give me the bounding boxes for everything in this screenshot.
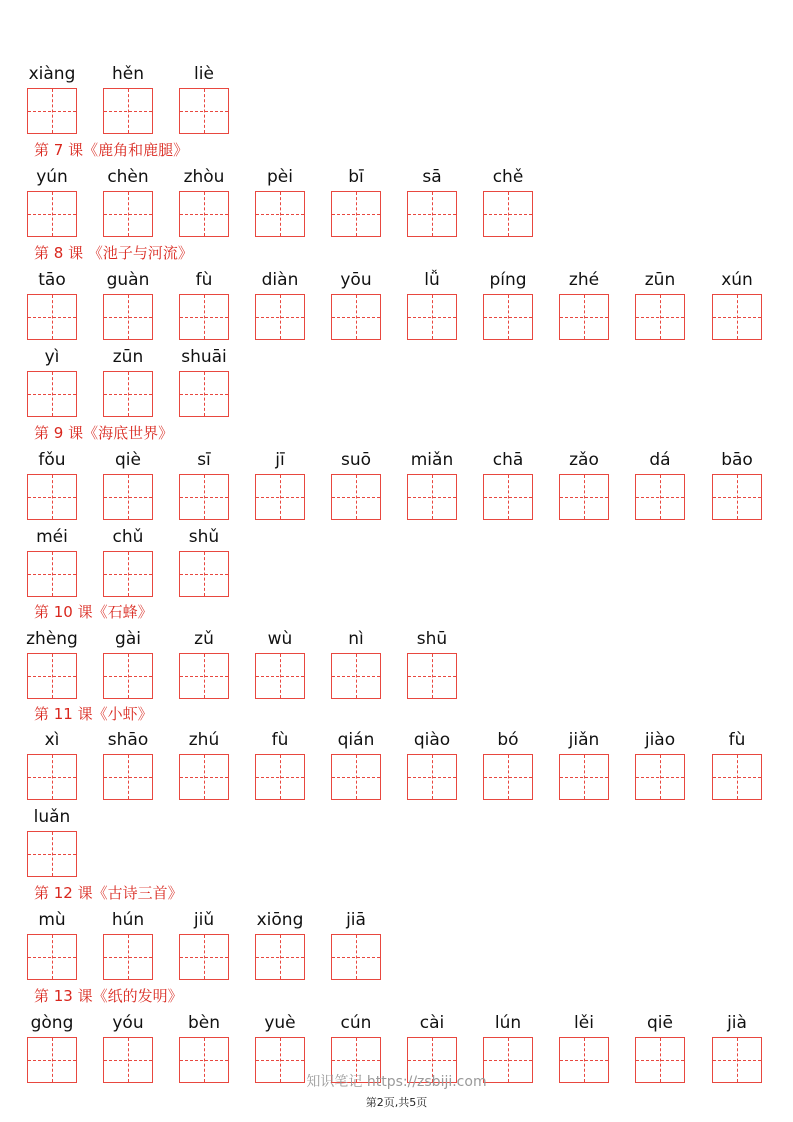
writing-grid-box[interactable] <box>179 551 229 597</box>
grid-guide-horizontal <box>28 676 76 677</box>
pinyin-label: fǒu <box>38 450 66 470</box>
writing-grid-box[interactable] <box>179 88 229 134</box>
grid-guide-horizontal <box>560 777 608 778</box>
grid-guide-horizontal <box>104 574 152 575</box>
pinyin-label: liè <box>194 64 214 84</box>
grid-guide-horizontal <box>28 574 76 575</box>
writing-grid-box[interactable] <box>179 191 229 237</box>
writing-grid-box[interactable] <box>103 653 153 699</box>
pinyin-label: guàn <box>106 270 150 290</box>
writing-grid-box[interactable] <box>635 754 685 800</box>
writing-grid-box[interactable] <box>255 934 305 980</box>
grid-guide-horizontal <box>256 777 304 778</box>
pinyin-label: fù <box>728 730 746 750</box>
pinyin-label: yuè <box>264 1013 296 1033</box>
pinyin-label: lěi <box>574 1013 594 1033</box>
pinyin-label: jiǔ <box>193 910 215 930</box>
grid-guide-horizontal <box>180 957 228 958</box>
pinyin-label: shǔ <box>188 527 220 547</box>
pinyin-label: cún <box>340 1013 372 1033</box>
pinyin-label: shū <box>416 629 448 649</box>
pinyin-label: shāo <box>107 730 149 750</box>
pinyin-label: qián <box>337 730 375 750</box>
grid-guide-horizontal <box>28 854 76 855</box>
grid-guide-horizontal <box>256 957 304 958</box>
writing-grid-box[interactable] <box>559 474 609 520</box>
writing-grid-box[interactable] <box>255 191 305 237</box>
writing-grid-box[interactable] <box>407 191 457 237</box>
grid-guide-horizontal <box>560 317 608 318</box>
writing-grid-box[interactable] <box>179 474 229 520</box>
grid-guide-horizontal <box>256 676 304 677</box>
page-number: 第2页,共5页 <box>365 1096 428 1109</box>
pinyin-label: zhé <box>568 270 600 290</box>
pinyin-label: zūn <box>644 270 676 290</box>
grid-guide-horizontal <box>180 394 228 395</box>
writing-grid-box[interactable] <box>331 474 381 520</box>
grid-guide-horizontal <box>713 497 761 498</box>
grid-guide-horizontal <box>104 497 152 498</box>
lesson-heading: 第 10 课《石蜂》 <box>34 603 153 621</box>
pinyin-label: mù <box>38 910 66 930</box>
lesson-heading: 第 8 课 《池子与河流》 <box>34 244 193 262</box>
pinyin-label: yōu <box>340 270 372 290</box>
pinyin-label: chèn <box>107 167 149 187</box>
writing-grid-box[interactable] <box>103 294 153 340</box>
pinyin-label: luǎn <box>33 807 71 827</box>
grid-guide-horizontal <box>560 497 608 498</box>
writing-grid-box[interactable] <box>27 191 77 237</box>
pinyin-label: shuāi <box>181 347 227 367</box>
grid-guide-horizontal <box>332 497 380 498</box>
writing-grid-box[interactable] <box>179 754 229 800</box>
writing-grid-box[interactable] <box>179 294 229 340</box>
grid-guide-horizontal <box>332 957 380 958</box>
grid-guide-horizontal <box>180 497 228 498</box>
writing-grid-box[interactable] <box>179 934 229 980</box>
lesson-heading: 第 13 课《纸的发明》 <box>34 987 183 1005</box>
writing-grid-box[interactable] <box>179 653 229 699</box>
writing-grid-box[interactable] <box>483 191 533 237</box>
pinyin-label: jiǎn <box>568 730 600 750</box>
writing-grid-box[interactable] <box>27 371 77 417</box>
grid-guide-horizontal <box>484 777 532 778</box>
grid-guide-horizontal <box>28 111 76 112</box>
writing-grid-box[interactable] <box>712 474 762 520</box>
grid-guide-horizontal <box>636 777 684 778</box>
writing-grid-box[interactable] <box>103 191 153 237</box>
pinyin-label: bī <box>348 167 364 187</box>
pinyin-label: méi <box>36 527 68 547</box>
writing-grid-box[interactable] <box>483 754 533 800</box>
writing-grid-box[interactable] <box>559 754 609 800</box>
pinyin-label: zhòu <box>183 167 225 187</box>
writing-grid-box[interactable] <box>635 474 685 520</box>
writing-grid-box[interactable] <box>103 551 153 597</box>
grid-guide-horizontal <box>332 317 380 318</box>
grid-guide-horizontal <box>180 676 228 677</box>
writing-grid-box[interactable] <box>103 88 153 134</box>
pinyin-label: zhèng <box>26 629 78 649</box>
writing-grid-box[interactable] <box>255 294 305 340</box>
grid-guide-horizontal <box>28 497 76 498</box>
writing-grid-box[interactable] <box>407 474 457 520</box>
grid-guide-horizontal <box>28 394 76 395</box>
writing-grid-box[interactable] <box>27 831 77 877</box>
grid-guide-horizontal <box>256 214 304 215</box>
grid-guide-horizontal <box>104 957 152 958</box>
writing-grid-box[interactable] <box>712 294 762 340</box>
pinyin-label: gòng <box>30 1013 74 1033</box>
pinyin-label: bāo <box>721 450 753 470</box>
grid-guide-horizontal <box>104 317 152 318</box>
grid-guide-horizontal <box>484 497 532 498</box>
grid-guide-horizontal <box>636 317 684 318</box>
pinyin-label: xì <box>44 730 60 750</box>
grid-guide-horizontal <box>408 676 456 677</box>
grid-guide-horizontal <box>104 111 152 112</box>
pinyin-label: zūn <box>112 347 144 367</box>
grid-guide-horizontal <box>332 1060 380 1061</box>
pinyin-label: fù <box>195 270 213 290</box>
pinyin-label: bó <box>497 730 519 750</box>
writing-grid-box[interactable] <box>331 294 381 340</box>
pinyin-label: suō <box>340 450 372 470</box>
pinyin-label: cài <box>419 1013 445 1033</box>
pinyin-label: pèi <box>267 167 293 187</box>
grid-guide-horizontal <box>408 497 456 498</box>
writing-grid-box[interactable] <box>331 191 381 237</box>
pinyin-label: wù <box>267 629 293 649</box>
writing-grid-box[interactable] <box>483 294 533 340</box>
pinyin-label: sī <box>197 450 211 470</box>
grid-guide-horizontal <box>408 777 456 778</box>
writing-grid-box[interactable] <box>27 294 77 340</box>
grid-guide-horizontal <box>484 317 532 318</box>
pinyin-label: dá <box>649 450 671 470</box>
grid-guide-horizontal <box>28 317 76 318</box>
grid-guide-horizontal <box>256 497 304 498</box>
grid-guide-horizontal <box>256 1060 304 1061</box>
grid-guide-horizontal <box>28 957 76 958</box>
grid-guide-horizontal <box>713 777 761 778</box>
pinyin-label: xún <box>721 270 753 290</box>
grid-guide-horizontal <box>332 676 380 677</box>
pinyin-label: qiē <box>647 1013 673 1033</box>
pinyin-label: qiè <box>115 450 141 470</box>
grid-guide-horizontal <box>408 317 456 318</box>
writing-grid-box[interactable] <box>255 653 305 699</box>
grid-guide-horizontal <box>28 777 76 778</box>
pinyin-label: jī <box>275 450 285 470</box>
lesson-heading: 第 7 课《鹿角和鹿腿》 <box>34 141 189 159</box>
grid-guide-horizontal <box>636 497 684 498</box>
writing-grid-box[interactable] <box>27 551 77 597</box>
grid-guide-horizontal <box>408 214 456 215</box>
writing-grid-box[interactable] <box>103 754 153 800</box>
pinyin-label: xiōng <box>256 910 304 930</box>
writing-grid-box[interactable] <box>483 474 533 520</box>
writing-grid-box[interactable] <box>559 294 609 340</box>
writing-grid-box[interactable] <box>331 934 381 980</box>
pinyin-label: chā <box>492 450 524 470</box>
grid-guide-horizontal <box>28 1060 76 1061</box>
writing-grid-box[interactable] <box>712 754 762 800</box>
writing-grid-box[interactable] <box>331 653 381 699</box>
pinyin-label: píng <box>489 270 527 290</box>
pinyin-label: xiàng <box>28 64 76 84</box>
pinyin-label: jiào <box>644 730 676 750</box>
grid-guide-horizontal <box>104 1060 152 1061</box>
grid-guide-horizontal <box>256 317 304 318</box>
pinyin-label: sā <box>422 167 442 187</box>
pinyin-label: zǎo <box>569 450 599 470</box>
pinyin-label: diàn <box>261 270 299 290</box>
grid-guide-horizontal <box>408 1060 456 1061</box>
pinyin-label: zǔ <box>194 629 214 649</box>
pinyin-label: nì <box>348 629 364 649</box>
grid-guide-horizontal <box>180 1060 228 1061</box>
lesson-heading: 第 9 课《海底世界》 <box>34 424 174 442</box>
grid-guide-horizontal <box>180 111 228 112</box>
pinyin-label: hěn <box>111 64 144 84</box>
writing-grid-box[interactable] <box>103 934 153 980</box>
grid-guide-horizontal <box>484 1060 532 1061</box>
pinyin-label: miǎn <box>410 450 454 470</box>
writing-grid-box[interactable] <box>27 754 77 800</box>
grid-guide-horizontal <box>104 777 152 778</box>
pinyin-label: lǚ <box>424 270 440 290</box>
pinyin-label: bèn <box>187 1013 221 1033</box>
grid-guide-horizontal <box>713 1060 761 1061</box>
pinyin-label: zhú <box>188 730 220 750</box>
writing-grid-box[interactable] <box>407 294 457 340</box>
pinyin-label: chě <box>492 167 524 187</box>
pinyin-label: jiā <box>346 910 366 930</box>
writing-grid-box[interactable] <box>103 371 153 417</box>
writing-grid-box[interactable] <box>255 474 305 520</box>
grid-guide-horizontal <box>332 777 380 778</box>
writing-grid-box[interactable] <box>103 474 153 520</box>
writing-grid-box[interactable] <box>635 294 685 340</box>
writing-grid-box[interactable] <box>27 474 77 520</box>
lesson-heading: 第 11 课《小虾》 <box>34 705 153 723</box>
watermark: 知识笔记 https://zsbiji.com <box>306 1074 487 1090</box>
pinyin-label: hún <box>111 910 145 930</box>
grid-guide-horizontal <box>180 214 228 215</box>
pinyin-label: gài <box>115 629 141 649</box>
pinyin-label: yì <box>44 347 60 367</box>
writing-grid-box[interactable] <box>331 754 381 800</box>
writing-grid-box[interactable] <box>27 934 77 980</box>
grid-guide-horizontal <box>484 214 532 215</box>
grid-guide-horizontal <box>560 1060 608 1061</box>
writing-grid-box[interactable] <box>255 754 305 800</box>
lesson-heading: 第 12 课《古诗三首》 <box>34 884 183 902</box>
grid-guide-horizontal <box>180 574 228 575</box>
writing-grid-box[interactable] <box>407 653 457 699</box>
grid-guide-horizontal <box>28 214 76 215</box>
grid-guide-horizontal <box>104 676 152 677</box>
pinyin-label: jià <box>727 1013 747 1033</box>
writing-grid-box[interactable] <box>27 653 77 699</box>
writing-grid-box[interactable] <box>27 88 77 134</box>
pinyin-label: chǔ <box>112 527 144 547</box>
grid-guide-horizontal <box>636 1060 684 1061</box>
grid-guide-horizontal <box>104 214 152 215</box>
pinyin-label: fù <box>271 730 289 750</box>
grid-guide-horizontal <box>180 777 228 778</box>
grid-guide-horizontal <box>713 317 761 318</box>
pinyin-label: yóu <box>112 1013 144 1033</box>
pinyin-label: yún <box>36 167 68 187</box>
grid-guide-horizontal <box>332 214 380 215</box>
pinyin-label: tāo <box>38 270 66 290</box>
writing-grid-box[interactable] <box>179 371 229 417</box>
writing-grid-box[interactable] <box>407 754 457 800</box>
pinyin-label: lún <box>494 1013 522 1033</box>
grid-guide-horizontal <box>180 317 228 318</box>
pinyin-label: qiào <box>413 730 451 750</box>
grid-guide-horizontal <box>104 394 152 395</box>
